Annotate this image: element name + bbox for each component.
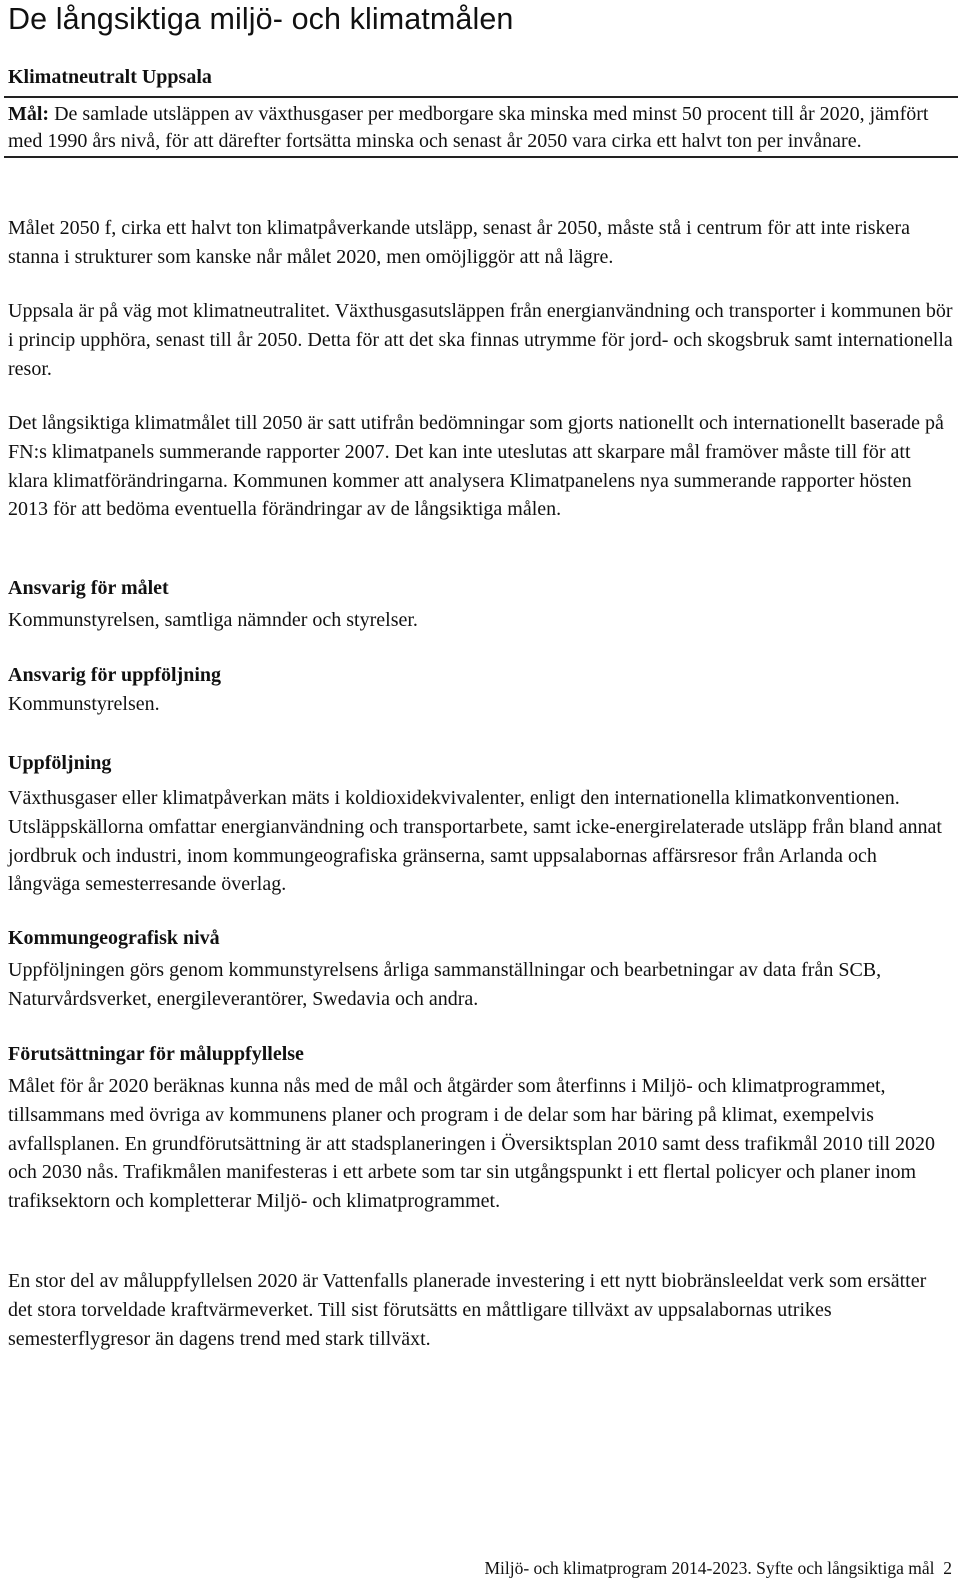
goal-label: Mål: [8,103,50,125]
text-prerequisites-1: Målet för år 2020 beräknas kunna nås med de mål och åtgärder som återfinns i Miljö- och klimatprogrammet, tillsammans med övriga av kommunens planer och program i de delar som har bäring på klimat, exempelvis avfallsplanen. En grundförutsättning är att stadsplaneringen i Översiktsplan 2010 samt dess trafikmål 2010 till 2020 och 2030 nås. Trafikmålen manifesteras i ett arbete som tar sin utgångspunkt i ett flertal policyer och planer inom trafiksektorn och kompletterar Miljö- och klimatprogrammet. [8,1075,936,1213]
heading-responsible: Ansvarig för målet [8,577,169,599]
section-title: Klimatneutralt Uppsala [8,66,212,88]
page-number: 2 [943,1558,952,1578]
goal-text: De samlade utsläppen av växthusgaser per medborgare ska minska med minst 50 procent till år 2020, jämfört med 1990 års nivå, för att därefter fortsätta minska och senast år 2050 vara cirka ett halvt ton per invånare. [8,103,929,152]
paragraph-goal-2050: Målet 2050 f, cirka ett halvt ton klimatpåverkande utsläpp, senast år 2050, måste stå i centrum för att inte riskera stanna i strukturer som kanske når målet 2020, men omöjliggör att nå lägre. [8,217,910,268]
text-followup-responsible: Kommunstyrelsen. [8,693,160,715]
page-title: De långsiktiga miljö- och klimatmålen [8,2,514,36]
heading-followup: Uppföljning [8,752,112,774]
paragraph-longterm-goal: Det långsiktiga klimatmålet till 2050 är satt utifrån bedömningar som gjorts nationellt och internationellt baserade på FN:s klimatpanels summerande rapporter 2007. Det kan inte uteslutas att skarpare mål framöver måste till för att klara klimatförändringarna. Kommunen kommer att analysera Klimatpanelens nya summerande rapporter hösten 2013 för att bedöma eventuella förändringar av de långsiktiga målen. [8,412,944,521]
page-footer [484,1558,952,1579]
text-followup: Växthusgaser eller klimatpåverkan mäts i koldioxidekvivalenter, enligt den internationella klimatkonventionen. Utsläppskällorna omfattar energianvändning och transportarbete, samt icke-energirelaterade utsläpp från bland annat jordbruk och industri, inom kommungeografiska gränserna, samt uppsalabornas affärsresor från Arlanda och långväga semesterresande överlag. [8,787,942,896]
heading-followup-responsible: Ansvarig för uppföljning [8,664,222,686]
goal-box [4,96,958,158]
heading-geo-level: Kommungeografisk nivå [8,927,220,949]
heading-prerequisites: Förutsättningar för måluppfyllelse [8,1043,304,1065]
text-prerequisites-2: En stor del av måluppfyllelsen 2020 är Vattenfalls planerade investering i ett nytt biobränsleeldat verk som ersätter det stora torveldade kraftvärmeverket. Till sist förutsätts en måttligare tillväxt av uppsalabornas utrikes semesterflygresor än dagens trend med stark tillväxt. [8,1270,927,1350]
text-responsible: Kommunstyrelsen, samtliga nämnder och styrelser. [8,609,418,631]
text-geo-level: Uppföljningen görs genom kommunstyrelsens årliga sammanställningar och bearbetningar av data från SCB, Naturvårdsverket, energileverantörer, Swedavia och andra. [8,959,882,1010]
footer-text: Miljö- och klimatprogram 2014-2023. Syfte och långsiktiga mål [484,1558,935,1578]
paragraph-klimatneutralitet: Uppsala är på väg mot klimatneutralitet. Växthusgasutsläppen från energianvändning och transporter i kommunen bör i princip upphöra, senast till år 2050. Detta för att det ska finnas utrymme för jord- och skogsbruk samt internationella resor. [8,300,953,380]
